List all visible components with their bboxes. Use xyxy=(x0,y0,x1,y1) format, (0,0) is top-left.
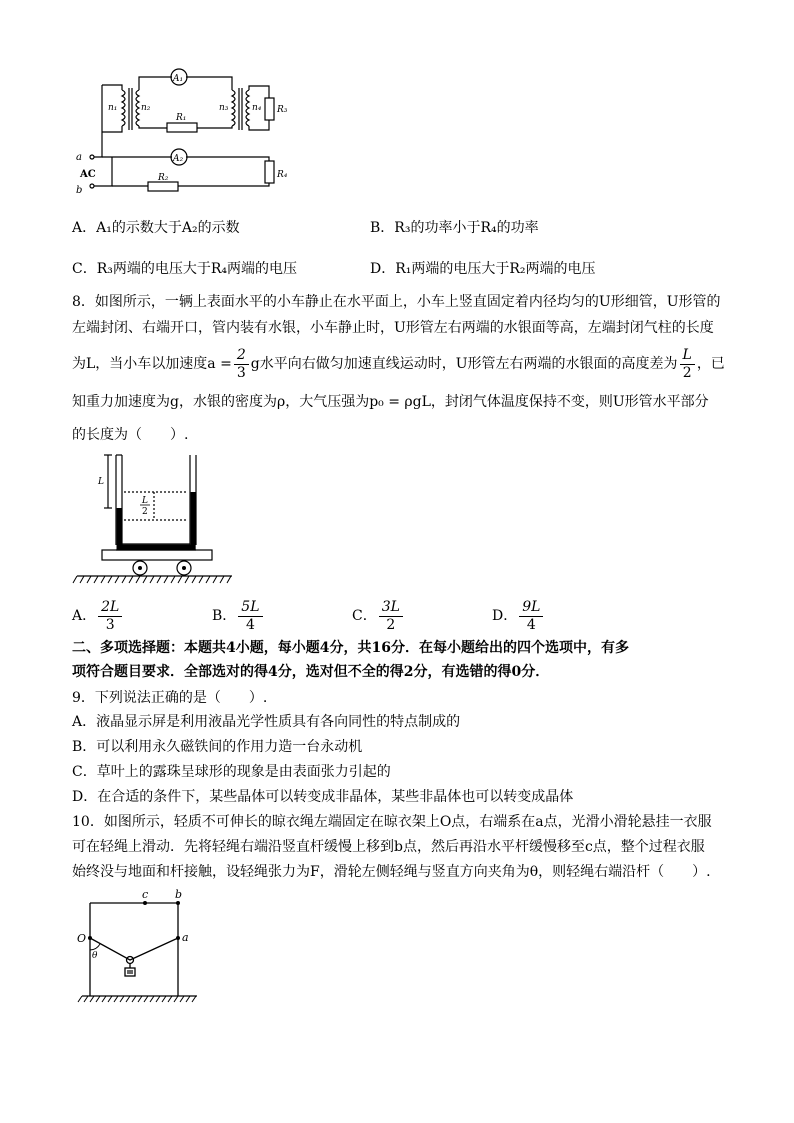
q8-line-3b: g水平向右做匀加速直线运动时，U形管左右两端的水银面的高度差为 xyxy=(250,356,678,372)
q8-option-c xyxy=(352,596,405,636)
q7-option-d xyxy=(370,259,596,279)
option-fraction: $\frac{2L}{3}$ xyxy=(98,599,122,634)
section-2-heading-line-2: 项符合题目要求．全部选对的得4分，选对但不全的得2分，有选错的得0分． xyxy=(72,664,550,680)
q8-line-1: 8．如图所示，一辆上表面水平的小车静止在水平面上，小车上竖直固定着内径均匀的U形细管，U形管的 xyxy=(72,294,721,310)
q9-option-a: A．液晶显示屏是利用液晶光学性质具有各向同性的特点制成的 xyxy=(72,714,461,730)
r3-label: R₃ xyxy=(277,105,288,115)
length-l-label: L xyxy=(98,477,104,487)
option-label: D． xyxy=(370,261,396,277)
option-label: A． xyxy=(72,608,97,624)
point-o-label: O xyxy=(77,932,87,945)
q10-line-2: 可在轻绳上滑动．先将轻绳右端沿竖直杆缓慢上移到b点，然后再沿水平杆缓慢移至c点，整个过程衣服 xyxy=(72,839,705,855)
q8-option-b xyxy=(212,596,265,636)
option-fraction: $\frac{3L}{2}$ xyxy=(379,599,403,634)
u-tube-cart-diagram xyxy=(72,450,252,590)
point-b-label: b xyxy=(175,888,183,901)
option-text: A₁的示数大于A₂的示数 xyxy=(96,220,240,236)
ac-label: AC xyxy=(80,169,96,180)
point-c-label: c xyxy=(142,888,149,901)
q9-option-b: B．可以利用永久磁铁间的作用力造一台永动机 xyxy=(72,739,363,755)
r1-label: R₁ xyxy=(176,113,187,123)
n4-label: n₄ xyxy=(252,103,262,113)
option-label: C． xyxy=(352,608,377,624)
q7-option-c xyxy=(72,259,297,279)
option-text: R₃两端的电压大于R₄两端的电压 xyxy=(96,261,298,277)
q8-line-3a: 为L，当小车以加速度a = xyxy=(72,356,232,372)
q8-option-d xyxy=(492,596,545,636)
option-fraction: $\frac{5L}{4}$ xyxy=(238,599,262,634)
option-label: A． xyxy=(72,220,97,236)
option-label: B． xyxy=(370,220,395,236)
terminal-a-label: a xyxy=(76,152,82,163)
accel-fraction: $\frac{2}{3}$ xyxy=(234,347,249,382)
option-label: C． xyxy=(72,261,97,277)
option-text: R₃的功率小于R₄的功率 xyxy=(394,220,539,236)
q8-line-2: 左端封闭、右端开口，管内装有水银，小车静止时，U形管左右两端的水银面等高，左端封闭气柱的长度 xyxy=(72,320,714,336)
r4-label: R₄ xyxy=(277,170,288,180)
point-a-label: a xyxy=(182,931,189,944)
height-fraction: $\frac{L}{2}$ xyxy=(680,347,695,382)
n3-label: n₃ xyxy=(219,103,229,113)
q10-line-3: 始终没与地面和杆接触，设轻绳张力为F，滑轮左侧轻绳与竖直方向夹角为θ，则轻绳右端沿杆（ ）. xyxy=(72,864,711,880)
q8-line-5: 的长度为（ ）. xyxy=(72,427,189,443)
q8-line-3c: ，已 xyxy=(696,356,725,372)
half-l-numerator: L xyxy=(142,496,148,506)
section-2-heading-line-1: 二、多项选择题：本题共4小题，每小题4分，共16分．在每小题给出的四个选项中，有多 xyxy=(72,640,629,656)
terminal-b-label: b xyxy=(76,185,83,196)
n2-label: n₂ xyxy=(141,103,151,113)
option-label: D． xyxy=(492,608,518,624)
ammeter-a2-label: A₂ xyxy=(173,154,184,164)
q10-line-1: 10．如图所示，轻质不可伸长的晾衣绳左端固定在晾衣架上O点，右端系在a点，光滑小滑轮悬挂一衣服 xyxy=(72,814,712,830)
r2-label: R₂ xyxy=(158,173,169,183)
angle-theta-label: θ xyxy=(92,951,98,961)
half-l-denominator: 2 xyxy=(142,507,148,517)
q8-line-3 xyxy=(72,344,732,384)
option-text: R₁两端的电压大于R₂两端的电压 xyxy=(395,261,596,277)
q9-stem: 9．下列说法正确的是（ ）. xyxy=(72,690,268,706)
q7-option-b xyxy=(370,218,539,238)
option-label: B． xyxy=(212,608,237,624)
circuit-diagram xyxy=(72,60,312,200)
q8-option-a xyxy=(72,596,124,636)
q8-line-4: 知重力加速度为g，水银的密度为ρ，大气压强为p₀ = ρgL，封闭气体温度保持不变，则U形管水平部分 xyxy=(72,394,709,410)
q7-option-a xyxy=(72,218,240,238)
q9-option-d: D．在合适的条件下，某些晶体可以转变成非晶体，某些非晶体也可以转变成晶体 xyxy=(72,789,574,805)
q9-option-c: C．草叶上的露珠呈球形的现象是由表面张力引起的 xyxy=(72,764,391,780)
n1-label: n₁ xyxy=(108,103,118,113)
option-fraction: $\frac{9L}{4}$ xyxy=(519,599,543,634)
clothesline-diagram xyxy=(72,888,212,1008)
ammeter-a1-label: A₁ xyxy=(173,74,184,84)
